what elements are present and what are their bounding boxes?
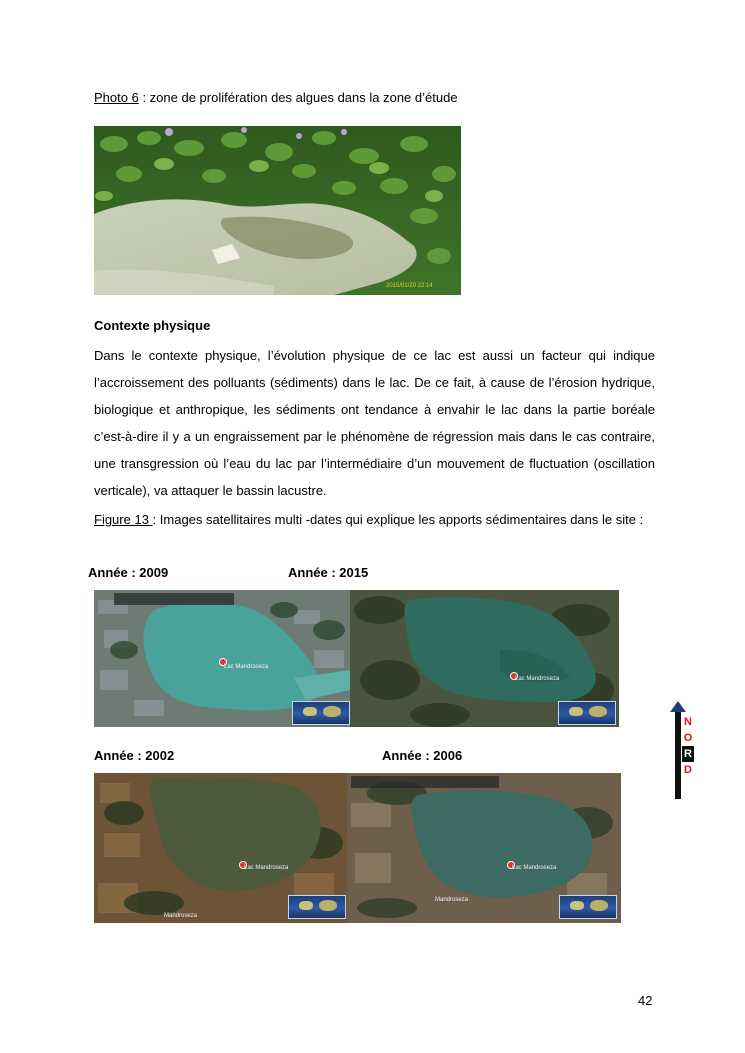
- north-arrow: [669, 700, 693, 800]
- north-letters: [682, 714, 694, 778]
- map-label-2006: Lac Mandroseza: [512, 865, 557, 871]
- map-label-2009: Lac Mandroseza: [224, 664, 269, 670]
- map-label-2002: Lac Mandroseza: [244, 865, 289, 871]
- year-label-2006: Année : 2006: [382, 748, 463, 763]
- overview-globe-icon: [288, 895, 346, 919]
- algae-photo: [94, 126, 461, 295]
- map-label-2015: Lac Mandroseza: [515, 676, 560, 682]
- map-label-town-2006: Mandroseza: [435, 897, 469, 903]
- page-number: 42: [638, 993, 653, 1008]
- photo-datestamp: 2015/01/20 22:14: [386, 283, 433, 289]
- map-label-town-2002: Mandroseza: [164, 913, 198, 919]
- figure-caption-text: : Images satellitaires multi -dates qui explique les apports sédimentaires dans le site :: [152, 512, 644, 527]
- north-letter-n: N: [684, 716, 692, 728]
- satellite-image-2006: [347, 773, 621, 923]
- year-label-2002: Année : 2002: [94, 748, 175, 763]
- section-heading: Contexte physique: [94, 318, 211, 333]
- overview-globe-icon: [558, 701, 616, 725]
- algae-photo-drawing: [94, 126, 461, 295]
- figure-caption: [94, 506, 655, 533]
- satellite-image-2009: [94, 590, 350, 727]
- overview-globe-icon: [559, 895, 617, 919]
- north-letter-o1: O: [683, 732, 693, 744]
- north-letter-d: D: [684, 764, 692, 776]
- figure-caption-ref: Figure 13: [94, 512, 153, 527]
- photo-caption-text: : zone de prolifération des algues dans la zone d’étude: [138, 90, 458, 105]
- overview-globe-icon: [292, 701, 350, 725]
- photo-caption-ref: Photo 6: [94, 90, 139, 105]
- satellite-image-2015: [350, 590, 619, 727]
- year-label-2009: Année : 2009: [88, 565, 169, 580]
- body-paragraph: Dans le contexte physique, l’évolution physique de ce lac est aussi un facteur qui indique l’accroissement des polluants (sédiments) dans le lac. De ce fait, à cause de l’érosion hydrique, biologique et anthropique, les sédiments ont tendance à envahir le lac dans la partie boréale c’est-à-dire il y a un engraissement par le phénomène de régression mais dans le cas contraire, une transgression où l’eau du lac par l’intermédiaire d’un mouvement de fluctuation (oscillation verticale), va attaquer le bassin lacustre.: [94, 348, 655, 498]
- north-letter-r: R: [682, 746, 694, 762]
- photo-caption: [94, 90, 458, 106]
- satellite-image-2002: [94, 773, 347, 923]
- year-label-2015: Année : 2015: [288, 565, 369, 580]
